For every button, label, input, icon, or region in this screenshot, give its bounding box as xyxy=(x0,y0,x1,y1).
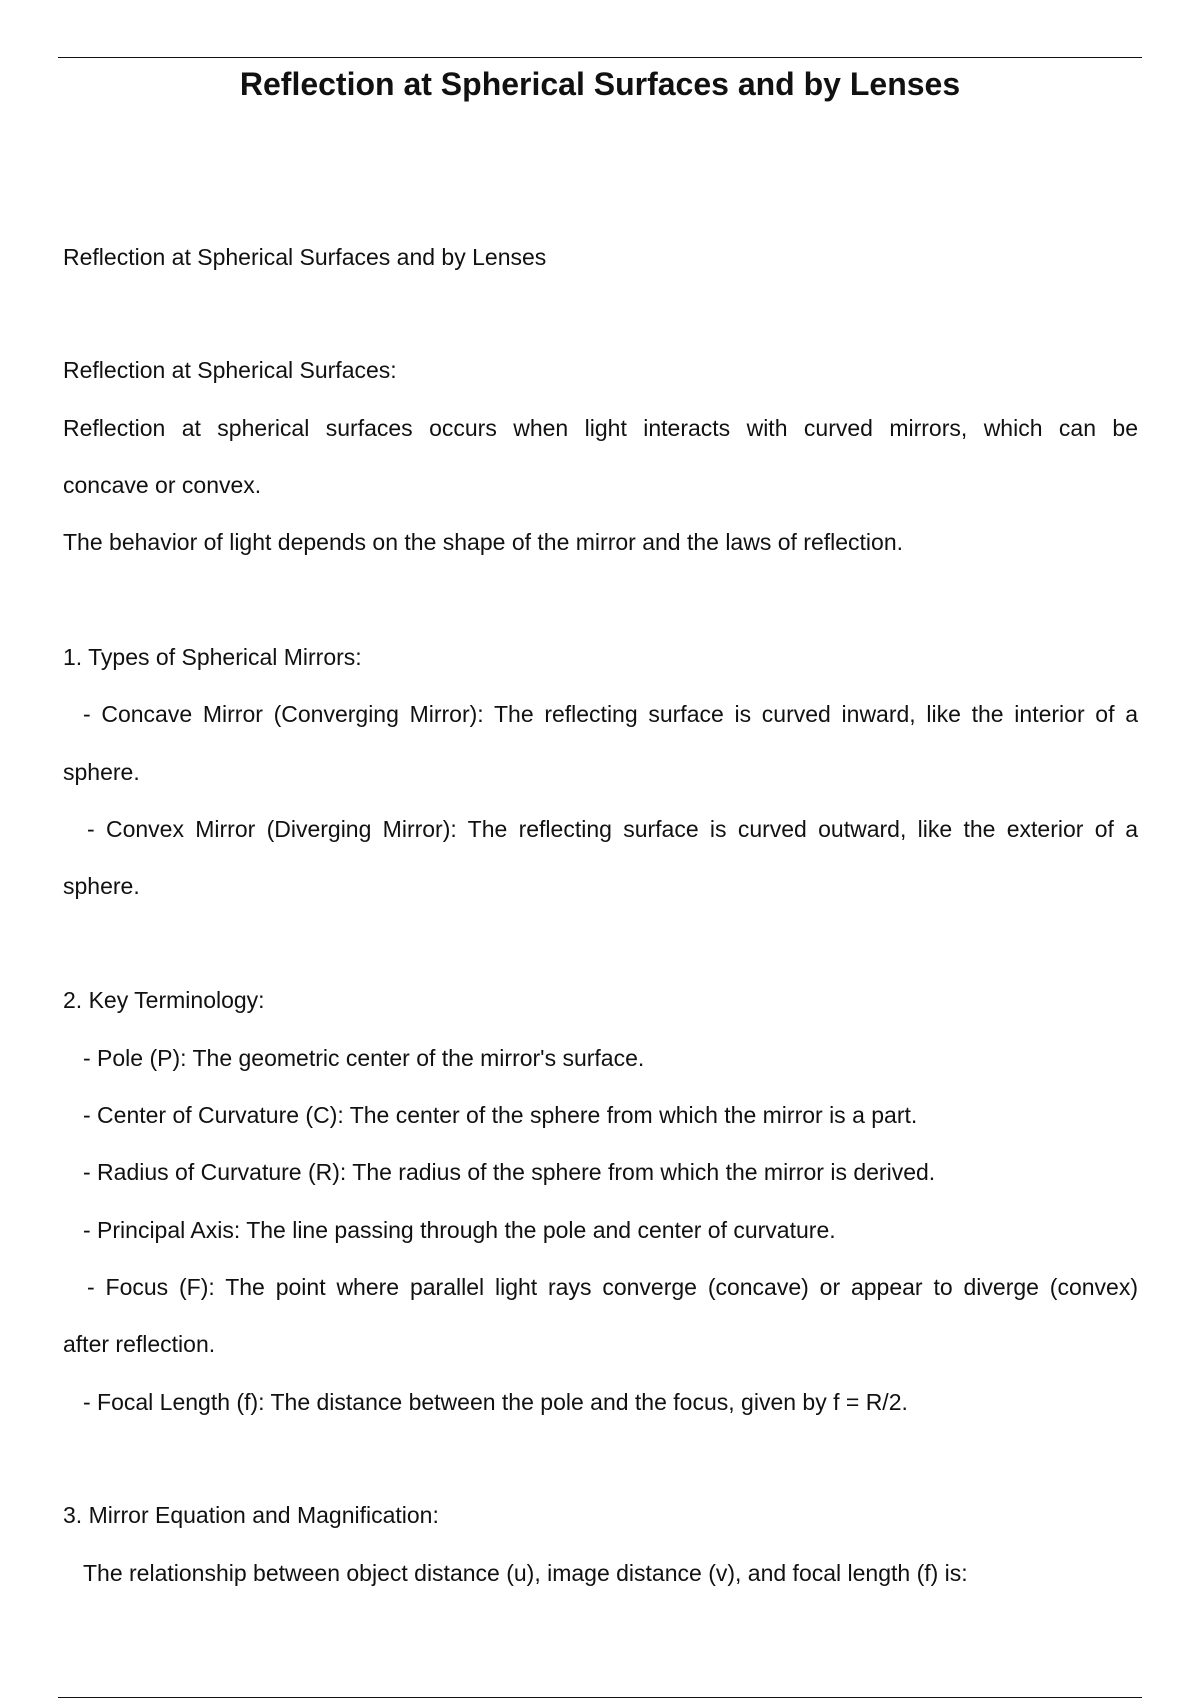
equation-relationship: The relationship between object distance (u), image distance (v), and focal length (f) is: xyxy=(83,1560,968,1586)
convex-mirror-line2: sphere. xyxy=(63,873,140,899)
concave-mirror-line1: - Concave Mirror (Converging Mirror): The reflecting surface is curved inward, like the interior of a xyxy=(83,701,1138,727)
section-types-heading: 1. Types of Spherical Mirrors: xyxy=(63,644,362,670)
concave-mirror-line2: sphere. xyxy=(63,759,140,785)
section-reflection-heading: Reflection at Spherical Surfaces: xyxy=(63,357,397,383)
page-title: Reflection at Spherical Surfaces and by Lenses xyxy=(239,66,961,102)
term-radius-of-curvature: - Radius of Curvature (R): The radius of the sphere from which the mirror is derived. xyxy=(83,1159,936,1185)
bottom-rule xyxy=(58,1697,1142,1698)
top-rule xyxy=(58,57,1142,58)
reflection-para1-line2: concave or convex. xyxy=(63,472,262,498)
term-pole: - Pole (P): The geometric center of the mirror's surface. xyxy=(83,1045,645,1071)
intro-heading: Reflection at Spherical Surfaces and by Lenses xyxy=(63,244,547,270)
term-focal-length: - Focal Length (f): The distance between the pole and the focus, given by f = R/2. xyxy=(83,1389,908,1415)
term-focus-line1: - Focus (F): The point where parallel light rays converge (concave) or appear to diverge (convex) xyxy=(87,1274,1138,1300)
section-equation-heading: 3. Mirror Equation and Magnification: xyxy=(63,1502,439,1528)
term-principal-axis: - Principal Axis: The line passing through the pole and center of curvature. xyxy=(83,1217,836,1243)
convex-mirror-line1: - Convex Mirror (Diverging Mirror): The reflecting surface is curved outward, like the exterior of a xyxy=(87,816,1138,842)
reflection-para2: The behavior of light depends on the shape of the mirror and the laws of reflection. xyxy=(63,529,904,555)
term-center-of-curvature: - Center of Curvature (C): The center of the sphere from which the mirror is a part. xyxy=(83,1102,918,1128)
term-focus-line2: after reflection. xyxy=(63,1331,216,1357)
reflection-para1-line1: Reflection at spherical surfaces occurs when light interacts with curved mirrors, which can be xyxy=(63,415,1138,441)
section-terms-heading: 2. Key Terminology: xyxy=(63,987,265,1013)
